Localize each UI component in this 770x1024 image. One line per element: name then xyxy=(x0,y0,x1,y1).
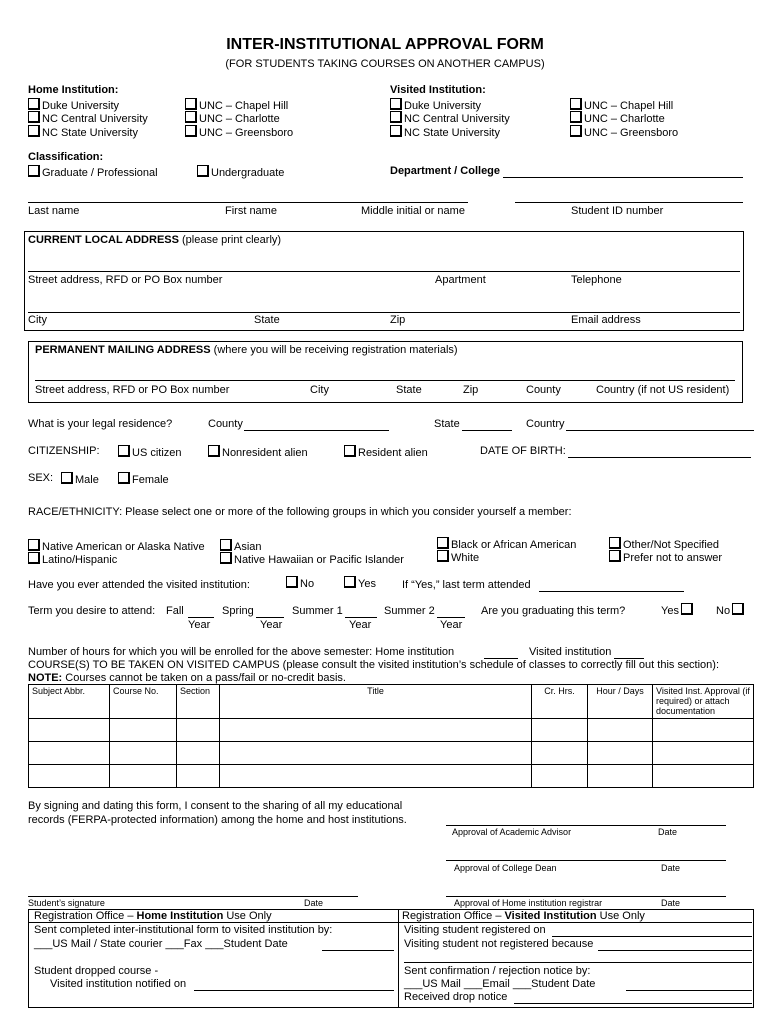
col-approval: Visited Inst. Approval (if required) or attach documentation xyxy=(653,685,754,719)
advisor-signature-field[interactable] xyxy=(446,825,726,826)
registrar-date-label: Date xyxy=(661,898,681,908)
residence-county-label: County xyxy=(208,418,243,430)
race-asian[interactable]: Asian xyxy=(220,539,262,553)
race-native-hawaiian[interactable]: Native Hawaiian or Pacific Islander xyxy=(220,552,404,566)
race-white[interactable]: White xyxy=(437,550,479,564)
home-nccu[interactable]: NC Central University xyxy=(28,111,148,125)
checkbox-icon xyxy=(28,165,40,177)
visited-office-line3: Sent confirmation / rejection notice by: xyxy=(404,965,591,977)
home-sent-date-field[interactable] xyxy=(322,950,394,951)
name-field-line[interactable] xyxy=(28,202,468,203)
checkbox-icon xyxy=(681,603,693,615)
consent-line1: By signing and dating this form, I consent to the sharing of all my educational xyxy=(28,800,403,812)
permanent-street-label: Street address, RFD or PO Box number xyxy=(35,384,230,396)
course-table xyxy=(28,684,754,788)
home-office-line3: Student dropped course - xyxy=(34,965,159,977)
visited-institution-label: Visited Institution: xyxy=(390,84,486,96)
department-label: Department / College xyxy=(390,165,501,177)
local-zip-label: Zip xyxy=(390,314,406,326)
middle-name-label: Middle initial or name xyxy=(361,205,465,217)
term-spring-label: Spring xyxy=(222,605,254,617)
checkbox-icon xyxy=(609,537,621,549)
race-prefer-not[interactable]: Prefer not to answer xyxy=(609,550,722,564)
term-summer1-label: Summer 1 xyxy=(292,605,343,617)
student-signature-label: Student’s signature xyxy=(28,898,105,908)
checkbox-icon xyxy=(208,445,220,457)
local-telephone-label: Telephone xyxy=(571,274,622,286)
hours-text: Number of hours for which you will be enrolled for the above semester: Home institution xyxy=(28,646,455,658)
term-summer2-label: Summer 2 xyxy=(384,605,435,617)
attended-yes-option[interactable]: Yes xyxy=(344,576,376,590)
home-office-heading-rule xyxy=(28,922,398,923)
last-term-field[interactable] xyxy=(539,591,684,592)
visited-duke[interactable]: Duke University xyxy=(390,98,481,112)
permanent-county-label: County xyxy=(526,384,561,396)
term-spring-field[interactable] xyxy=(256,617,284,618)
term-summer2-field[interactable] xyxy=(437,617,465,618)
visited-hours-label: Visited institution xyxy=(529,646,612,658)
home-unc-charlotte[interactable]: UNC – Charlotte xyxy=(185,111,280,125)
race-latino[interactable]: Latino/Hispanic xyxy=(28,552,117,566)
graduate-option[interactable]: Graduate / Professional xyxy=(28,165,158,179)
last-term-label: If “Yes,” last term attended xyxy=(402,579,531,591)
form-subtitle: (FOR STUDENTS TAKING COURSES ON ANOTHER CAMPUS) xyxy=(225,58,545,70)
visited-office-line5: Received drop notice xyxy=(404,991,508,1003)
checkbox-icon xyxy=(220,539,232,551)
nonresident-alien-option[interactable]: Nonresident alien xyxy=(208,445,308,459)
col-title: Title xyxy=(220,685,532,719)
local-state-label: State xyxy=(254,314,280,326)
residence-country-label: Country xyxy=(526,418,565,430)
visited-unc-charlotte[interactable]: UNC – Charlotte xyxy=(570,111,665,125)
graduating-no-option[interactable]: No xyxy=(716,603,746,617)
checkbox-icon xyxy=(437,550,449,562)
home-office-heading: Registration Office – Home Institution Use Only xyxy=(34,910,272,922)
residence-state-field[interactable] xyxy=(462,430,512,431)
male-option[interactable]: Male xyxy=(61,472,99,486)
dean-date-label: Date xyxy=(661,863,681,873)
local-street-label: Street address, RFD or PO Box number xyxy=(28,274,223,286)
home-office-line4: Visited institution notified on xyxy=(50,978,187,990)
dob-field[interactable] xyxy=(568,457,751,458)
race-prompt: RACE/ETHNICITY: Please select one or more of the following groups in which you consider yourself a member: xyxy=(28,506,572,518)
checkbox-icon xyxy=(28,111,40,123)
form-title: INTER-INSTITUTIONAL APPROVAL FORM xyxy=(226,36,544,53)
visited-ncsu[interactable]: NC State University xyxy=(390,125,500,139)
checkbox-icon xyxy=(437,537,449,549)
visited-office-line1: Visiting student registered on xyxy=(404,924,546,936)
checkbox-icon xyxy=(286,576,298,588)
attended-no-option[interactable]: No xyxy=(286,576,314,590)
checkbox-icon xyxy=(118,472,130,484)
checkbox-icon xyxy=(197,165,209,177)
residence-state-label: State xyxy=(434,418,460,430)
col-course-no: Course No. xyxy=(110,685,177,719)
local-city-field[interactable] xyxy=(28,312,740,313)
home-duke[interactable]: Duke University xyxy=(28,98,119,112)
undergraduate-option[interactable]: Undergraduate xyxy=(197,165,284,179)
courses-note: NOTE: Courses cannot be taken on a pass/fail or no-credit basis. xyxy=(28,672,346,684)
table-row[interactable] xyxy=(29,765,754,788)
checkbox-icon xyxy=(344,445,356,457)
local-email-label: Email address xyxy=(571,314,641,326)
year-label-spring: Year xyxy=(260,619,283,631)
classification-label: Classification: xyxy=(28,151,104,163)
checkbox-icon xyxy=(609,550,621,562)
attended-question: Have you ever attended the visited institution: xyxy=(28,579,250,591)
race-black[interactable]: Black or African American xyxy=(437,537,576,551)
graduating-question: Are you graduating this term? xyxy=(481,605,626,617)
checkbox-icon xyxy=(185,111,197,123)
visited-not-registered-field[interactable] xyxy=(598,950,752,951)
checkbox-icon xyxy=(732,603,744,615)
student-id-label: Student ID number xyxy=(571,205,664,217)
home-office-line1: Sent completed inter-institutional form to visited institution by: xyxy=(34,924,333,936)
table-row[interactable] xyxy=(29,742,754,765)
home-unc-greensboro[interactable]: UNC – Greensboro xyxy=(185,125,293,139)
residence-county-field[interactable] xyxy=(244,430,389,431)
dob-label: DATE OF BIRTH: xyxy=(480,445,566,457)
residence-country-field[interactable] xyxy=(566,430,754,431)
local-city-label: City xyxy=(28,314,47,326)
checkbox-icon xyxy=(28,539,40,551)
checkbox-icon xyxy=(570,98,582,110)
permanent-city-label: City xyxy=(310,384,329,396)
visited-not-registered-field-2[interactable] xyxy=(404,962,752,963)
registrar-signature-field[interactable] xyxy=(446,896,726,897)
female-option[interactable]: Female xyxy=(118,472,169,486)
term-summer1-field[interactable] xyxy=(345,617,377,618)
col-hour-days: Hour / Days xyxy=(588,685,653,719)
local-apartment-label: Apartment xyxy=(435,274,486,286)
visited-confirmation-date-field[interactable] xyxy=(626,990,752,991)
checkbox-icon xyxy=(28,552,40,564)
checkbox-icon xyxy=(61,472,73,484)
resident-alien-option[interactable]: Resident alien xyxy=(344,445,428,459)
courses-instruction: COURSE(S) TO BE TAKEN ON VISITED CAMPUS (please consult the visited institution’s schedule of classes to correctly fill out this section): xyxy=(28,659,720,671)
permanent-zip-label: Zip xyxy=(463,384,479,396)
col-cr-hrs: Cr. Hrs. xyxy=(532,685,588,719)
year-label-summer2: Year xyxy=(440,619,463,631)
student-signature-field[interactable] xyxy=(28,896,358,897)
local-address-heading: CURRENT LOCAL ADDRESS (please print clearly) xyxy=(28,234,282,246)
permanent-address-heading: PERMANENT MAILING ADDRESS (where you will be receiving registration materials) xyxy=(35,344,458,356)
year-label-summer1: Year xyxy=(349,619,372,631)
term-fall-field[interactable] xyxy=(188,617,214,618)
checkbox-icon xyxy=(570,111,582,123)
department-field[interactable] xyxy=(503,177,743,178)
visited-unc-ch[interactable]: UNC – Chapel Hill xyxy=(570,98,673,112)
permanent-street-field[interactable] xyxy=(35,380,735,381)
permanent-state-label: State xyxy=(396,384,422,396)
race-native-american[interactable]: Native American or Alaska Native xyxy=(28,539,205,553)
permanent-country-label: Country (if not US resident) xyxy=(596,384,730,396)
checkbox-icon xyxy=(390,98,402,110)
checkbox-icon xyxy=(118,445,130,457)
race-other[interactable]: Other/Not Specified xyxy=(609,537,719,551)
residence-question: What is your legal residence? xyxy=(28,418,173,430)
home-ncsu[interactable]: NC State University xyxy=(28,125,138,139)
graduating-yes-option[interactable]: Yes xyxy=(661,603,695,617)
checkbox-icon xyxy=(570,125,582,137)
visited-office-line2: Visiting student not registered because xyxy=(404,938,594,950)
checkbox-icon xyxy=(28,125,40,137)
year-label-fall: Year xyxy=(188,619,211,631)
consent-line2: records (FERPA-protected information) among the home and host institutions. xyxy=(28,814,407,826)
table-row[interactable] xyxy=(29,719,754,742)
advisor-label: Approval of Academic Advisor xyxy=(452,827,572,837)
visited-nccu[interactable]: NC Central University xyxy=(390,111,510,125)
home-office-line2: ___US Mail / State courier ___Fax ___Student Date xyxy=(34,938,288,950)
student-date-label: Date xyxy=(304,898,324,908)
checkbox-icon xyxy=(185,98,197,110)
home-institution-label: Home Institution: xyxy=(28,84,119,96)
sex-label: SEX: xyxy=(28,472,54,484)
visited-drop-notice-field[interactable] xyxy=(514,1003,752,1004)
registrar-label: Approval of Home institution registrar xyxy=(454,898,603,908)
us-citizen-option[interactable]: US citizen xyxy=(118,445,182,459)
dean-label: Approval of College Dean xyxy=(454,863,557,873)
checkbox-icon xyxy=(185,125,197,137)
visited-office-line4: ___US Mail ___Email ___Student Date xyxy=(404,978,596,990)
visited-registered-field[interactable] xyxy=(552,936,752,937)
checkbox-icon xyxy=(344,576,356,588)
home-unc-ch[interactable]: UNC – Chapel Hill xyxy=(185,98,288,112)
student-id-field-line[interactable] xyxy=(515,202,743,203)
term-fall-label: Fall xyxy=(166,605,184,617)
advisor-date-label: Date xyxy=(658,827,678,837)
checkbox-icon xyxy=(390,125,402,137)
col-section: Section xyxy=(177,685,220,719)
citizenship-label: CITIZENSHIP: xyxy=(28,445,100,457)
checkbox-icon xyxy=(390,111,402,123)
office-divider xyxy=(398,909,399,1007)
term-label: Term you desire to attend: xyxy=(28,605,156,617)
col-subject: Subject Abbr. xyxy=(29,685,110,719)
visited-unc-greensboro[interactable]: UNC – Greensboro xyxy=(570,125,678,139)
home-notified-field[interactable] xyxy=(194,990,394,991)
checkbox-icon xyxy=(220,552,232,564)
dean-signature-field[interactable] xyxy=(446,860,726,861)
checkbox-icon xyxy=(28,98,40,110)
local-street-field[interactable] xyxy=(28,271,740,272)
last-name-label: Last name xyxy=(28,205,80,217)
visited-office-heading: Registration Office – Visited Institution Use Only xyxy=(402,910,645,922)
first-name-label: First name xyxy=(225,205,277,217)
visited-office-heading-rule xyxy=(398,922,752,923)
